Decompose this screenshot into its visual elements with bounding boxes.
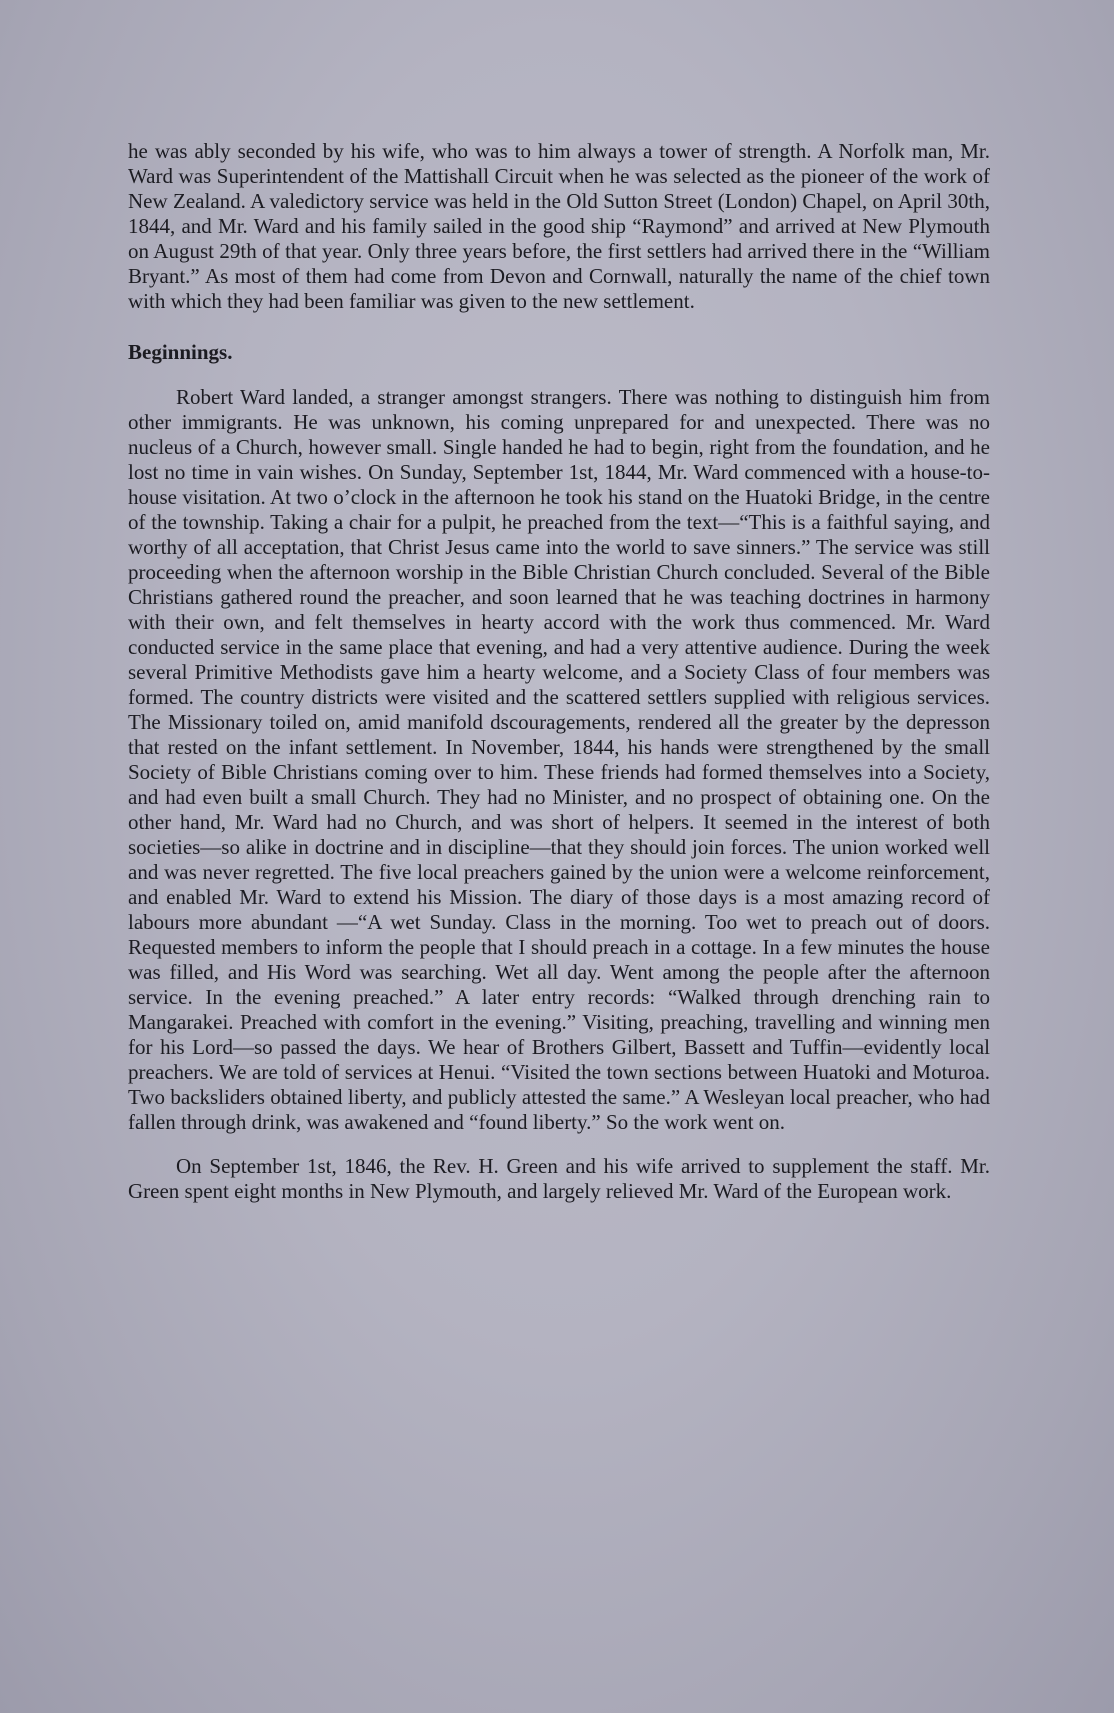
spacer xyxy=(128,314,990,340)
body-paragraph-1: he was ably seconded by his wife, who was to him always a tower of strength. A Norfolk man, Mr. Ward was Superintendent of the Mattishall Circuit when he was selected as the pioneer of the work of New Zealand. A valedictory service was held in the Old Sutton Street (London) Chapel, on April 30th, 1844, and Mr. Ward and his family sailed in the good ship “Raymond” and arrived at New Plymouth on August 29th of that year. Only three years before, the first settlers had arrived there in the “William Bryant.” As most of them had come from Devon and Cornwall, naturally the name of the chief town with which they had been familiar was given to the new settlement. xyxy=(128,139,990,313)
section-heading: Beginnings. xyxy=(128,340,233,364)
spacer xyxy=(128,365,990,385)
spacer xyxy=(128,1135,990,1154)
body-paragraph-3: On September 1st, 1846, the Rev. H. Green and his wife arrived to supplement the staff. Mr. Green spent eight months in New Plymouth, and largely relieved Mr. Ward of the European work. xyxy=(128,1154,990,1203)
text-column xyxy=(128,139,990,1204)
body-paragraph-2: Robert Ward landed, a stranger amongst strangers. There was nothing to distinguish him from other immigrants. He was unknown, his coming unprepared for and unexpected. There was no nucleus of a Church, however small. Single handed he had to begin, right from the foundation, and he lost no time in vain wishes. On Sunday, September 1st, 1844, Mr. Ward commenced with a house-to-house visitation. At two o’clock in the afternoon he took his stand on the Huatoki Bridge, in the centre of the township. Taking a chair for a pulpit, he preached from the text—“This is a faithful saying, and worthy of all acceptation, that Christ Jesus came into the world to save sinners.” The service was still proceeding when the afternoon worship in the Bible Christian Church concluded. Several of the Bible Christians gathered round the preacher, and soon learned that he was teaching doctrines in harmony with their own, and felt themselves in hearty accord with the work thus commenced. Mr. Ward conducted service in the same place that evening, and had a very attentive audience. During the week several Primitive Methodists gave him a hearty welcome, and a Society Class of four members was formed. The country districts were visited and the scattered settlers supplied with religious services. The Missionary toiled on, amid manifold dscouragements, rendered all the greater by the depresson that rested on the infant settlement. In November, 1844, his hands were strengthened by the small Society of Bible Christians coming over to him. These friends had formed themselves into a Society, and had even built a small Church. They had no Minister, and no prospect of obtaining one. On the other hand, Mr. Ward had no Church, and was short of helpers. It seemed in the interest of both societies—so alike in doctrine and in discipline—that they should join forces. The union worked well and was never regretted. The five local preachers gained by the union were a welcome reinforcement, and enabled Mr. Ward to extend his Mission. The diary of those days is a most amazing record of labours more abundant —“A wet Sunday. Class in the morning. Too wet to preach out of doors. Requested members to inform the people that I should preach in a cottage. In a few minutes the house was filled, and His Word was searching. Wet all day. Went among the people after the afternoon service. In the evening preached.” A later entry records: “Walked through drenching rain to Mangarakei. Preached with comfort in the evening.” Visiting, preaching, travelling and winning men for his Lord—so passed the days. We hear of Brothers Gilbert, Bassett and Tuffin—evidently local preachers. We are told of services at Henui. “Visited the town sections between Huatoki and Moturoa. Two backsliders obtained liberty, and publicly attested the same.” A Wesleyan local preacher, who had fallen through drink, was awakened and “found liberty.” So the work went on. xyxy=(128,385,990,1134)
